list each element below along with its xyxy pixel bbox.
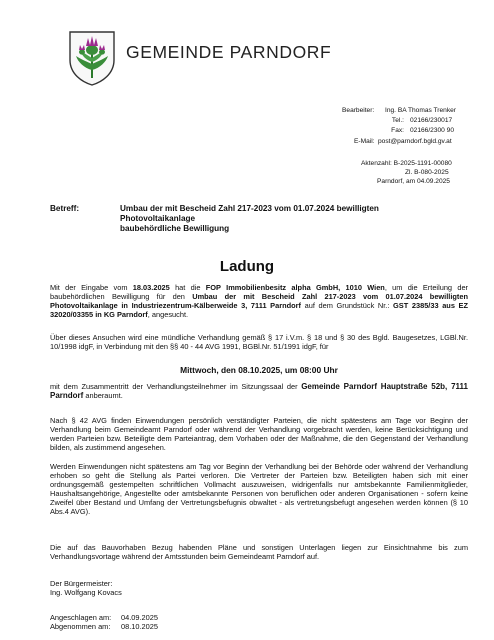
removed-label: Abgenommen am: <box>50 622 111 631</box>
posted-label: Angeschlagen am: <box>50 613 112 622</box>
p1-text-2: hat die <box>169 283 206 292</box>
removed-date: 08.10.2025 <box>121 622 158 631</box>
email-label: E-Mail: <box>354 138 375 145</box>
coat-of-arms-logo <box>68 30 116 86</box>
email-value: post@parndorf.bgld.gv.at <box>378 138 452 145</box>
p3-text-1: mit dem Zusammentritt der Verhandlungsteilnehmer im Sitzungssaal der <box>50 382 302 391</box>
paragraph-objections: Nach § 42 AVG finden Einwendungen persönlich verständigter Parteien, die nicht spätestens am Tage vor Beginn der Verhandlung beim Gemeindeamt Parndorf oder während der Verhandlung vorgebracht werden, keine Berücksichtigung und werden Parteien bzw. Beteiligte dem Parteiantrag, dem Vorhaben oder der Maßnahme, die den Gegenstand der Verhandlung bilden, als zustimmend angesehen. <box>50 416 468 452</box>
signature-name: Ing. Wolfgang Kovacs <box>50 588 122 597</box>
p1-text-3: , um die Erteilung der baubehördlichen Bewilligung für den <box>50 283 469 301</box>
p1-date: 18.03.2025 <box>132 283 170 292</box>
tel-value: 02166/230017 <box>410 117 453 124</box>
betreff-line-1: Umbau der mit Bescheid Zahl 217-2023 vom 01.07.2024 bewilligten <box>120 204 379 213</box>
fax-value: 02166/2300 90 <box>410 127 455 134</box>
p1-text-1: Mit der Eingabe vom <box>50 283 133 292</box>
document-title: Ladung <box>219 258 275 275</box>
paragraph-venue <box>50 383 468 401</box>
betreff-line-2: Photovoltaikanlage <box>120 214 196 224</box>
paragraph-legal-basis: Über dieses Ansuchen wird eine mündliche Verhandlung gemäß § 17 i.V.m. § 18 und § 30 des Bgld. Baugesetzes, LGBl.Nr. 10/1998 idgF, in Verbindung mit den §§ 40 - 44 AVG 1991, BGBl.Nr. 51/1991 idgF, für <box>50 333 468 351</box>
place-date: Parndorf, am 04.09.2025 <box>377 178 450 185</box>
p1-text-5: , angesucht. <box>147 309 189 319</box>
paragraph-application <box>50 284 468 320</box>
municipality-name: GEMEINDE PARNDORF <box>126 42 332 62</box>
paragraph-representation: Werden Einwendungen nicht spätestens am Tag vor Beginn der Verhandlung bei der Behörde oder während der Verhandlung erhoben so geht die Stellung als Partei verloren. Die Vertreter der Parteien bzw. Beteiligten haben sich mit einer ordnungsgemäß gestempelten schriftlichen Vollmacht auszuweisen, widrigenfalls nur amtsbekannte Familienmitglieder, Haushaltsangehörige, Angestellte oder amtsbekannte Personen von beruflichen oder anderen Organisationen - sofern keine Zweifel über Bestand und Umfang der Vertretungsbefugnis obwaltet - als vertretungsbefugt angesehen werden können (§ 10 Abs.4 AVG). <box>50 462 468 516</box>
p1-parcel: GST 2385/33 aus EZ 32020/03355 in KG Parndorf <box>50 300 468 319</box>
p1-applicant: FOP Immobilienbesitz alpha GmbH, 1010 Wien <box>205 283 385 292</box>
aktenzahl: Aktenzahl: B-2025-1191-00080 <box>361 160 452 167</box>
p3-text-2: anberaumt. <box>83 390 123 400</box>
bearbeiter-value: Ing. BA Thomas Trenker <box>385 107 456 114</box>
p1-project: Umbau der mit Bescheid Zahl 217-2023 vom 01.07.2024 bewilligten Photovoltaikanlage in Industriezentrum-Kälberweide 3, 7111 Parndorf <box>50 291 468 310</box>
hearing-date: Mittwoch, den 08.10.2025, um 08:00 Uhr <box>180 365 338 375</box>
p1-text-4: auf dem Grundstück Nr.: <box>300 300 394 310</box>
zl-number: Zl. B-080-2025 <box>405 169 449 176</box>
p3-venue: Gemeinde Parndorf Hauptstraße 52b, 7111 Parndorf <box>50 382 468 400</box>
paragraph-documents: Die auf das Bauvorhaben Bezug habenden Pläne und sonstigen Unterlagen liegen zur Einsichtnahme bis zum Verhandlungsvortage während der Amtsstunden beim Gemeindeamt Parndorf auf. <box>50 543 468 561</box>
bearbeiter-label: Bearbeiter: <box>342 107 375 114</box>
tel-label: Tel.: <box>391 117 404 124</box>
fax-label: Fax: <box>391 127 404 134</box>
betreff-label: Betreff: <box>50 204 80 213</box>
signature-role: Der Bürgermeister: <box>50 579 113 588</box>
betreff-line-3: baubehördliche Bewilligung <box>120 224 230 234</box>
betreff-text <box>120 204 460 235</box>
posted-date: 04.09.2025 <box>121 613 158 622</box>
thistle-coat-of-arms-icon <box>68 30 116 86</box>
